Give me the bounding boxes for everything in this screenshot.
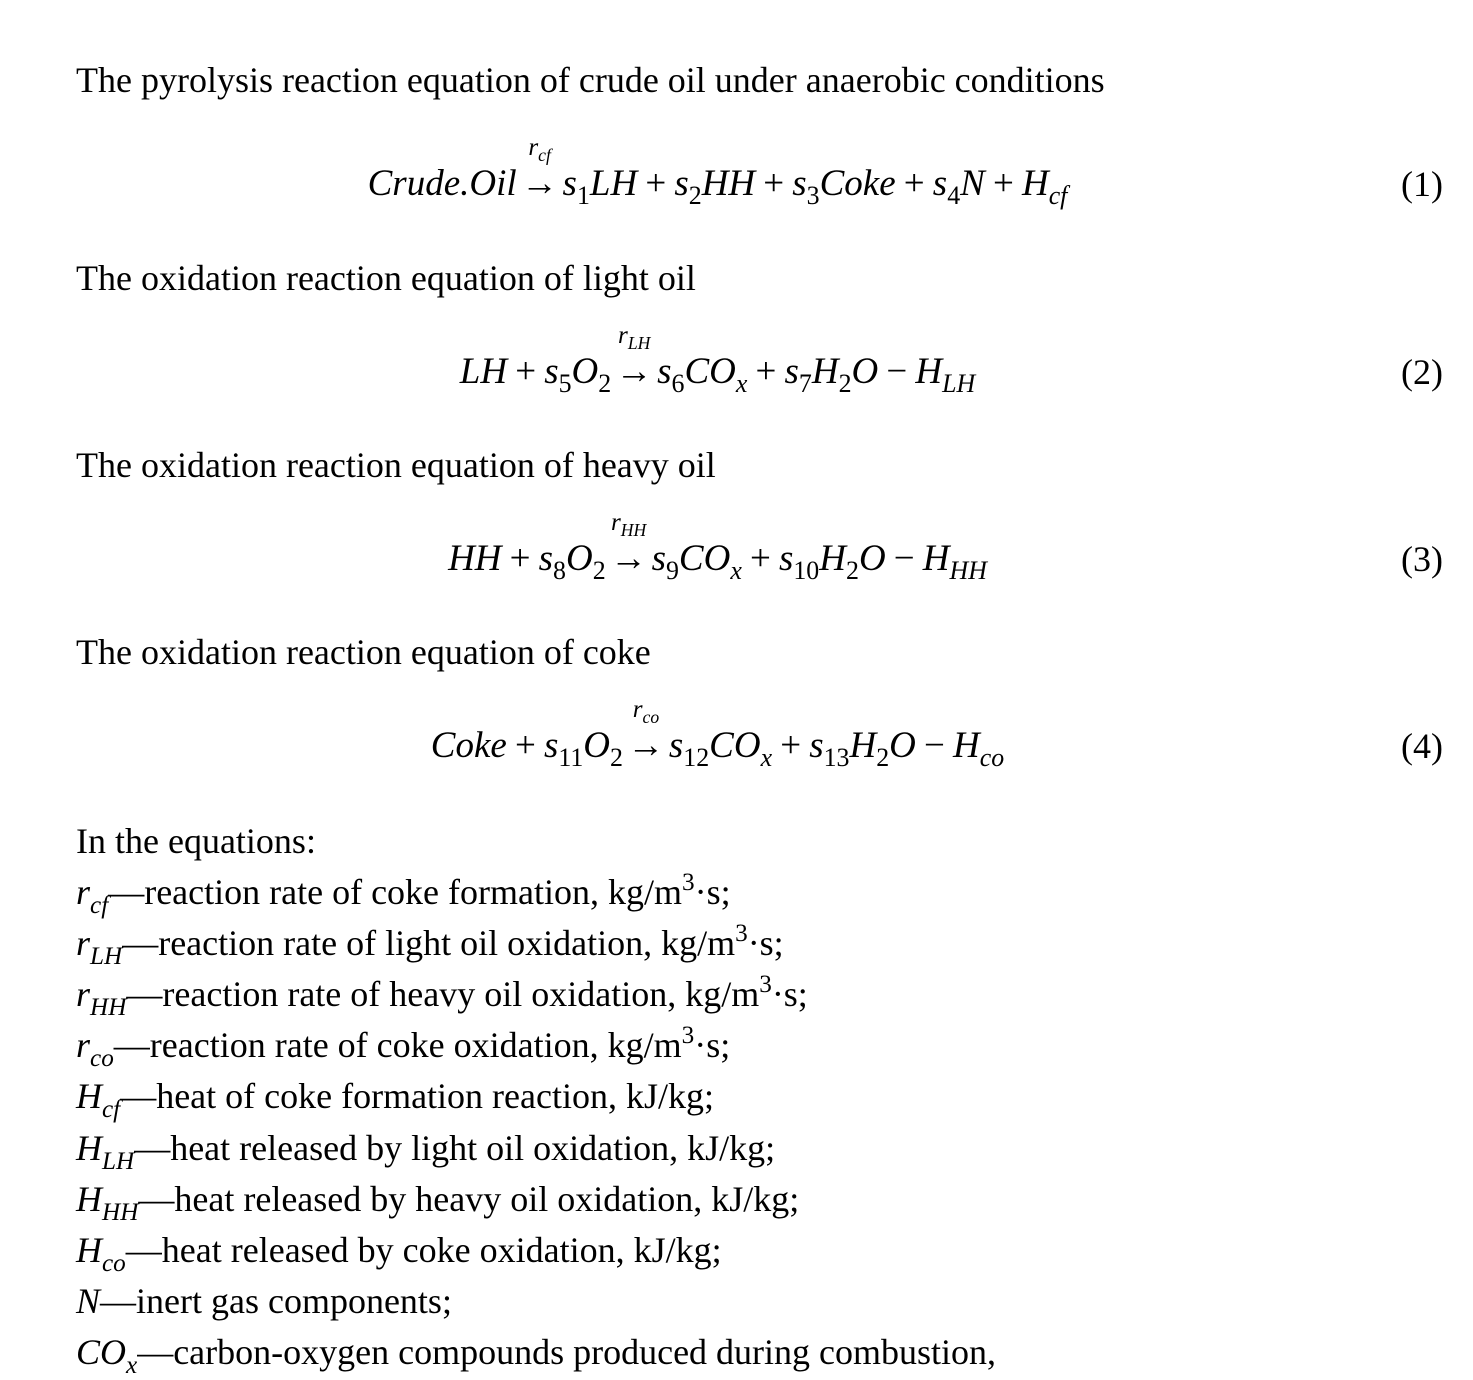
definition-item (76, 1071, 996, 1122)
definition-text: —carbon-oxygen compounds produced during combustion, (137, 1331, 997, 1372)
reaction-arrow: $r_{co}$ → (627, 696, 665, 766)
intro-light-oil: The oxidation reaction equation of light oil (76, 258, 696, 298)
definition-text: —heat released by heavy oil oxidation, kJ/kg; (138, 1178, 800, 1219)
definition-item (76, 1174, 996, 1225)
definition-symbol: r (76, 923, 91, 964)
intro-coke: The oxidation reaction equation of coke (76, 632, 651, 672)
intro-pyrolysis: The pyrolysis reaction equation of crude oil under anaerobic conditions (76, 60, 1105, 100)
definition-symbol: N (76, 1280, 101, 1321)
unit-exponent: 3 (682, 869, 695, 897)
equation-row-4 (0, 696, 1473, 776)
definition-symbol: H (76, 1178, 102, 1219)
definition-lines (76, 867, 996, 1378)
equation-number: (4) (1401, 726, 1443, 766)
definition-symbol-subscript: HH (90, 994, 127, 1022)
definition-item (76, 1327, 996, 1378)
equation-row-2 (0, 322, 1473, 402)
definition-symbol-subscript: x (126, 1351, 138, 1379)
definition-item (76, 1123, 996, 1174)
unit-exponent: 3 (681, 1022, 695, 1050)
equation-row-1 (0, 134, 1473, 214)
unit-tail: ·s; (694, 1025, 731, 1066)
equation-1: Crude.Oil $r_{cf}$ → $s_1LH + s_2HH$ + $s_3Coke + s_4N + H_{cf}$ (0, 154, 1435, 214)
definition-text: —reaction rate of coke formation, kg/m (108, 872, 682, 913)
definition-symbol-subscript: co (102, 1249, 126, 1277)
definition-symbol-subscript: LH (90, 943, 123, 970)
definition-symbol-subscript: LH (102, 1147, 135, 1175)
definition-text: —reaction rate of heavy oil oxidation, kg/m (126, 974, 760, 1015)
definition-text: —reaction rate of coke oxidation, kg/m (113, 1025, 682, 1066)
unit-tail: ·s; (694, 872, 731, 913)
definition-text: —heat released by coke oxidation, kJ/kg; (125, 1229, 722, 1270)
definition-item (76, 918, 996, 969)
definition-text: —heat of coke formation reaction, kJ/kg; (120, 1076, 714, 1117)
definition-item (76, 867, 996, 918)
equation-3: HH + $s_8O_2$ $r_{HH}$ → $s_9CO_x + s_{10}H_2O - H_{HH}$ (0, 529, 1435, 589)
definition-text: —inert gas components; (100, 1280, 452, 1321)
definition-symbol: H (76, 1127, 102, 1168)
unit-tail: ·s; (747, 923, 784, 964)
definition-symbol: r (76, 974, 91, 1015)
definition-symbol-subscript: co (90, 1045, 114, 1073)
definition-symbol-subscript: cf (90, 891, 109, 919)
definition-symbol: H (76, 1076, 102, 1117)
definition-text: —heat released by light oil oxidation, kJ/kg; (134, 1127, 776, 1168)
reaction-arrow: $r_{cf}$ → (521, 134, 559, 204)
equation-2: LH + $s_5O_2$ $r_{LH}$ → $s_6CO_x + s_7H_2O - H_{LH}$ (0, 342, 1435, 402)
definition-symbol-subscript: HH (102, 1198, 139, 1226)
definitions-list (76, 816, 996, 1378)
definition-item (76, 1020, 996, 1071)
equation-number: (3) (1401, 539, 1443, 579)
definition-symbol-subscript: cf (102, 1096, 121, 1124)
equation-number: (2) (1401, 352, 1443, 392)
definition-text: —reaction rate of light oil oxidation, kg/m (122, 923, 736, 964)
unit-exponent: 3 (759, 971, 772, 999)
definition-symbol: r (76, 872, 91, 913)
definitions-heading: In the equations: (76, 821, 316, 861)
unit-tail: ·s; (771, 974, 808, 1015)
definition-symbol: H (76, 1229, 102, 1270)
equation-number: (1) (1401, 164, 1443, 204)
definition-item (76, 969, 996, 1020)
reaction-arrow: $r_{LH}$ → (615, 322, 653, 392)
definition-item (76, 1225, 996, 1276)
intro-heavy-oil: The oxidation reaction equation of heavy oil (76, 445, 716, 485)
definition-symbol: CO (76, 1331, 127, 1372)
equation-4: Coke + $s_{11}O_2$ $r_{co}$ → $s_{12}CO_x + s_{13}H_2O - H_{co}$ (0, 716, 1435, 776)
definition-item (76, 1276, 996, 1327)
equation-row-3 (0, 509, 1473, 589)
reaction-arrow: $r_{HH}$ → (610, 509, 648, 579)
unit-exponent: 3 (735, 920, 748, 948)
definition-symbol: r (76, 1025, 91, 1066)
